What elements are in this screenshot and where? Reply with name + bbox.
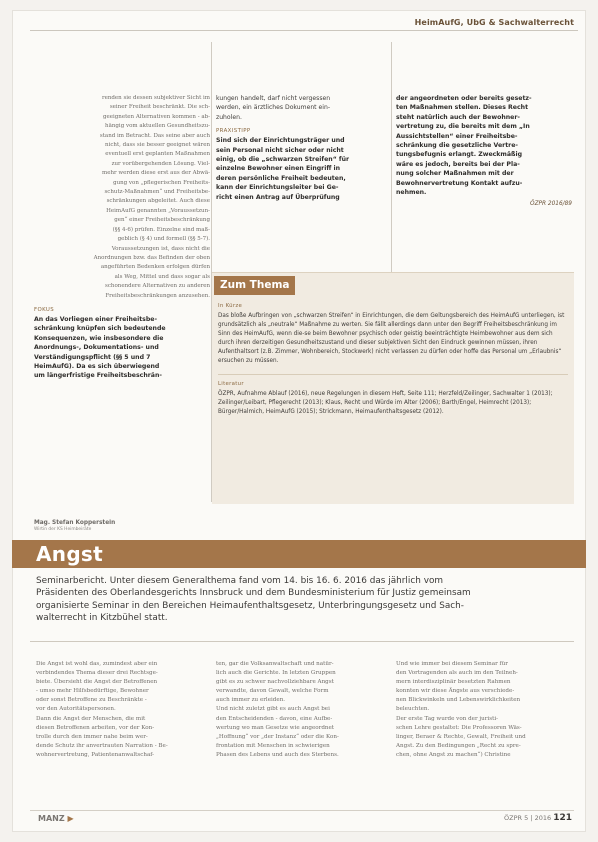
article-lead: Seminarbericht. Unter diesem Generalthema fand vom 14. bis 16. 6. 2016 das jährlich vom Präsidenten des Oberlandesgerichts Innsbruck und dem Bundesministerium für Justiz gemeinsam organisierte Seminar in den Bereichen Heimaufenthaltsgesetz, Unterbringungsgesetz und Sach- walterrecht in Kitzbühel statt.	[36, 576, 471, 623]
author-block	[34, 520, 115, 532]
in-kuerze-heading: In Kürze	[218, 303, 243, 309]
page-number: 121	[553, 813, 572, 823]
column-right	[396, 94, 572, 207]
article-column-1	[36, 660, 206, 760]
thema-divider	[218, 374, 568, 375]
article-column-3	[396, 660, 566, 760]
citation-signature: ÖZPR 2016/89	[530, 201, 572, 208]
publisher-arrow-icon: ▶	[64, 814, 74, 823]
author-role: Wirtin der KS Heimbeiräte	[34, 527, 92, 532]
article-banner	[12, 540, 586, 568]
article-column-2	[216, 660, 386, 760]
header-rule	[30, 30, 578, 31]
column-left-body: renden sie dessen subjektiver Sicht im seiner Freiheit beschränkt. Die sch- geeigneten Alternativen kommen - ab- hängig vom aktuellen Gesundheitszu- stand im Betracht. Das seine aber auch nicht, dass sie besser geeignet wären eventuell erst geplanten Maßnahmen zur vorübergehenden Lösung. Viel- mehr werden diese erst aus der Abwä- gung von „pflegerischen Freiheits- schutz-Maßnahmen“ und Freiheitsbe- schränkungen abgeleitet. Auch diese HeimAufG genannten „Voraussetzun- gen“ einer Freiheitsbeschränkung (§§ 4-6) prüfen. Einzelne sind maß- geblich (§ 4) und formell (§§ 5-7). Voraussetzungen ist, dass nicht die Anordnungen bzw. das Befinden der oben angeführten Bedenken erfolgen dürfen als Weg, Mittel und dass sogar als schonendere Alternativen zu anderen Freiheitsbeschränkungen anzusehen.	[93, 95, 210, 299]
column-mid	[216, 94, 388, 202]
article-column-3-text: Und wie immer bei diesem Seminar für den Vortragenden als auch im den Teilneh- mern interdisziplinär besetzten Rahmen konnten wir diese Ängste aus verschiede- nen Blickwinkeln und Lebenswirklichkeiten beleuchten. Der erste Tag wurde von der juristi- schen Lehre gestaltet: Die Professoren Wäs- linger, Beraer & Rechte, Gewalt, Freiheit und Angst. Zu den Bedingungen „Recht zu spre- chen, ohne Angst zu machen“) Christine	[396, 661, 526, 758]
in-kuerze-text: Das bloße Aufbringen von „schwarzen Streifen“ in Einrichtungen, die dem Geltungsbereich des HeimAufG unterliegen, ist grundsätzlich als „neutrale“ Maßnahme zu werten. Sie fällt allerdings dann unter den Begriff Freiheitsbeschränkung im Sinn des HeimAufG, wenn die-se beim Bewohner psychisch oder geistig beeinträchtigte Heimbewohner aus dem sich durch ihren derzeitigen Gesundheitszustand und dieser subjektiven Sicht den Eindruck gewinnen müssen, ihren Aufenthaltsort (z.B. Zimmer, Wohnbereich, Stockwerk) nicht verlassen zu dürfen oder hoffe das Personal um „Erlaubnis“ ersuchen zu müssen.	[218, 313, 565, 364]
praxistipp-continued: der angeordneten oder bereits gesetz- ten Maßnahmen stellen. Dieses Recht steht natürlich auch der Bewohner- vertretung zu, die bereits mit dem „In Aussichtstellen“ einer Freiheitsbe- schränkung die gesetzliche Vertre- tungsbefugnis erlangt. Zweckmäßig wäre es jedoch, bereits bei der Pla- nung solcher Maßnahmen mit der Bewohnervertretung Kontakt aufzu- nehmen.	[396, 95, 532, 197]
column-divider	[391, 42, 392, 272]
praxistipp-text: Sind sich der Einrichtungsträger und sein Personal nicht sicher oder nicht einig, ob die „schwarzen Streifen“ für einzelne Bewohner einen Eingriff in deren persönliche Freiheit bedeuten, kann der Einrichtungsleiter bei Ge- richt einen Antrag auf Überprüfung	[216, 137, 350, 201]
article-column-1-text: Die Angst ist wohl das, zumindest aber ein verbindendes Thema dieser drei Rechtsge- biete. Übersieht die Angst der Betroffenen - umso mehr Hilfsbedürftige, Bewohner oder sonst Betroffene zu Beschränkte - vor den Autoritätspersonen. Dann die Angst der Menschen, die mit diesen Betroffenen arbeiten, vor der Kon- trolle durch den immer nahe beim wer- dende Schutz ihr anvertrauten Narration - Be- wohnervertretung, Patientenanwaltschaf-	[36, 661, 168, 758]
journal-issue: ÖZPR 5 | 2016	[504, 814, 552, 822]
author-name: Mag. Stefan Kopperstein	[34, 520, 116, 526]
publisher-logo	[38, 814, 74, 823]
running-header: HeimAufG, UbG & Sachwalterrecht	[414, 18, 574, 27]
fokus-label: FOKUS	[34, 306, 55, 313]
literatur-heading: Literatur	[218, 381, 244, 388]
fokus-text: An das Vorliegen einer Freiheitsbe- schränkung knüpfen sich bedeutende Konsequenzen, wie insbesondere die Anordnungs-, Dokumentations- und Verständigungspflicht (§§ 5 und 7 HeimAufG). Da es sich überwiegend um längerfristige Freiheitsbeschrän-	[34, 315, 166, 380]
footer-rule	[30, 810, 574, 811]
column-left	[34, 94, 210, 381]
article-column-2-text: ten, gar die Volksanwaltschaft und natür- lich auch die Gerichte. In letzten Gruppen gibt es zu schwer nachvollziehbare Angst verwandte, davon Gewalt, welche Form auch immer zu erleiden. Und nicht zuletzt gibt es auch Angst bei den Entscheidenden - davon, eine Aufbe- wertung wo man Gesetze wie angeordnet „Hoffnung“ vor „der Instanz“ oder die Kon- frontation mit Menschen in schwierigen Phasen des Lebens und auch des Sterbens.	[216, 661, 339, 758]
zum-thema-tag: Zum Thema	[214, 276, 295, 295]
article-title: Angst	[36, 542, 103, 566]
literatur-text: ÖZPR, Aufnahme Ablauf (2016), neue Regelungen in diesem Heft, Seite 111; Herzfeld/Zeilinger, Sachwalter 1 (2013); Zeilinger/Leibart, Pflegerecht (2013); Klaus, Recht und Würde im Alter (2006); Barth/Engel, Heimrecht (2013); Bürger/Halmich, HeimAufG (2015); Strickmann, Heimaufenthaltsgesetz (2012).	[218, 391, 553, 416]
lead-rule	[30, 641, 574, 642]
column-mid-body: kungen handelt, darf nicht vergessen werden, ein ärztliches Dokument ein- zuholen.	[216, 95, 331, 121]
zum-thema-box	[212, 272, 574, 504]
page-footer	[504, 813, 572, 823]
publisher-name: MANZ	[38, 814, 65, 823]
praxistipp-label: PRAXISTIPP	[216, 128, 251, 135]
